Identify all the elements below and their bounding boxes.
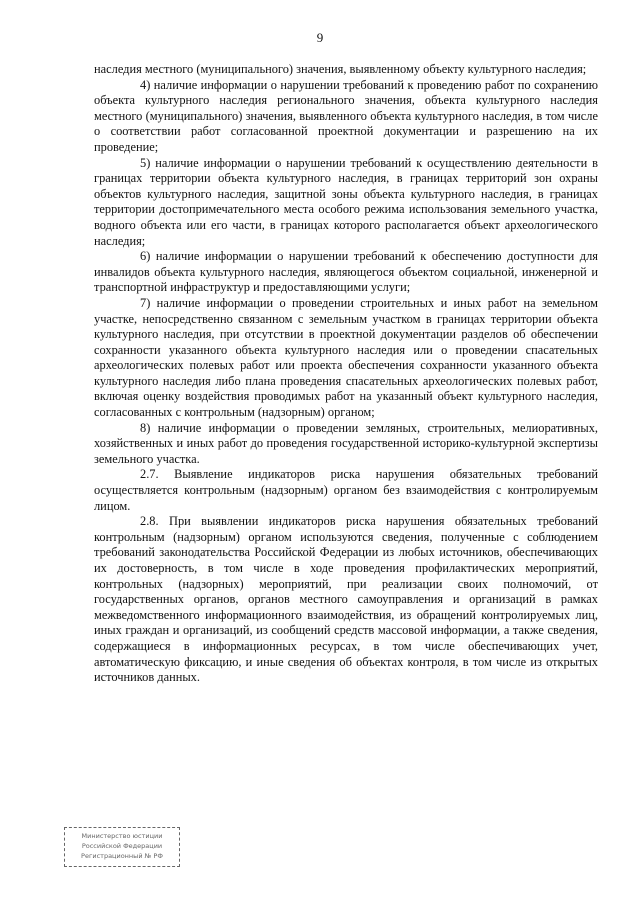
page-number: 9	[316, 30, 324, 45]
paragraph-item-8: 8) наличие информации о проведении земляных, строительных, мелиоративных, хозяйственных и иных работ до проведения государственной историко-культурной экспертизы земельного участка.	[94, 420, 598, 466]
paragraph-item-5: 5) наличие информации о нарушении требований к осуществлению деятельности в границах территории объекта культурного наследия, в границах территорий зон охраны объектов культурного наследия, защитной зоны объекта культурного наследия, в границах территории достопримечательного места особого режима использования земельного участка, водного объекта или его части, в границах которого располагается объект археологического наследия;	[94, 155, 598, 248]
paragraph-2-8: 2.8. При выявлении индикаторов риска нарушения обязательных требований контрольным (надзорным) органом используются сведения, полученные с соблюдением требований законодательства Российской Федерации из любых источников, обеспечивающих их достоверность, в том числе в ходе проведения профилактических мероприятий, контрольных (надзорных) мероприятий, при реализации своих полномочий, от государственных органов, органов местного самоуправления и организаций в рамках межведомственного информационного взаимодействия, из обращений контролируемых лиц, иных граждан и организаций, из сообщений средств массовой информации, а также сведения, содержащиеся в информационных ресурсах, в том числе обеспечивающих учет, автоматическую фиксацию, и иные сведения об объектах контроля, в том числе из открытых источников данных.	[94, 514, 598, 685]
paragraph-item-6: 6) наличие информации о нарушении требований к обеспечению доступности для инвалидов объекта культурного наследия, являющегося объектом социальной, инженерной и транспортной инфраструктур и предоставляющими услуги;	[94, 249, 598, 295]
paragraph-item-4: 4) наличие информации о нарушении требований к проведению работ по сохранению объекта культурного наследия регионального значения, объекта культурного наследия местного (муниципального) значения, выявленного объекта культурного наследия, в том числе о соответствии работ согласованной проектной документации и разрешению на их проведение;	[94, 77, 598, 154]
stamp-line: Министерство юстиции	[81, 832, 163, 840]
stamp-line: Регистрационный № РФ	[81, 852, 163, 860]
paragraph-2-7: 2.7. Выявление индикаторов риска нарушения обязательных требований осуществляется контрольным (надзорным) органом без взаимодействия с контролируемым лицом.	[94, 467, 598, 513]
stamp-line: Российской Федерации	[81, 842, 163, 850]
registration-stamp	[64, 827, 180, 867]
paragraph-continuation: наследия местного (муниципального) значения, выявленному объекту культурного наследия;	[94, 62, 587, 76]
document-body	[94, 62, 598, 686]
paragraph-item-7: 7) наличие информации о проведении строительных и иных работ на земельном участке, непосредственно связанном с земельным участком в границах территории объекта культурного наследия, при отсутствии в проектной документации разделов об обеспечении сохранности указанного объекта культурного наследия или о проведении спасательных археологических полевых работ или проекта обеспечения сохранности указанного объекта культурного наследия либо плана проведения спасательных археологических полевых работ, включая оценку воздействия проводимых работ на указанный объект культурного наследия, согласованных с контрольным (надзорным) органом;	[94, 295, 598, 420]
